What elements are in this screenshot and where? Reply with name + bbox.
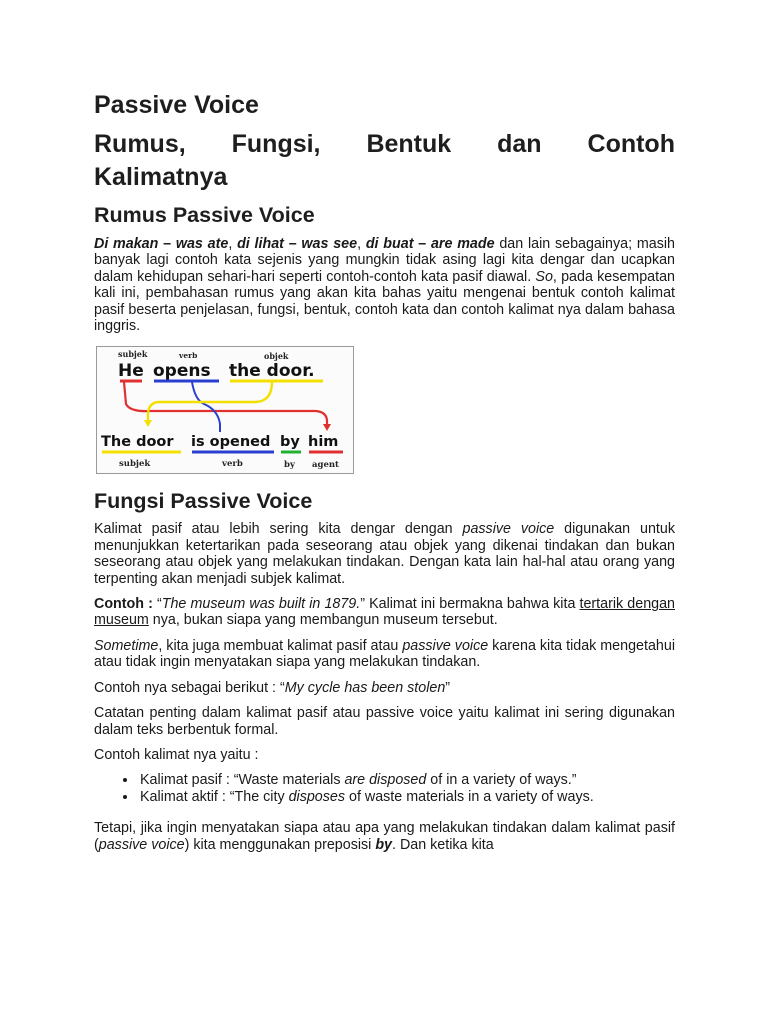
fungsi-paragraph-1: Kalimat pasif atau lebih sering kita dengar dengan passive voice digunakan untuk menunjukkan ketertarikan pada seseorang atau objek yang dikenai tindakan dan bukan seseorang atau objek yang melakukan tindakan. Dengan kata lain hal-hal atau orang yang terpenting akan menjadi subjek kalimat. xyxy=(94,521,676,587)
passive-word-the-door: The door xyxy=(101,434,174,451)
passive-word-is-opened: is opened xyxy=(191,434,271,451)
passive-word-him: him xyxy=(308,434,339,451)
fungsi-paragraph-3: Sometime, kita juga membuat kalimat pasif atau passive voice karena kita tidak mengetahui atau tidak ingin menyatakan siapa yang melakukan tindakan. xyxy=(94,637,675,671)
passive-voice-diagram xyxy=(96,346,354,474)
page-subtitle xyxy=(94,128,675,194)
fungsi-paragraph-6: Contoh kalimat nya yaitu : xyxy=(94,746,259,763)
section-heading-rumus: Rumus Passive Voice xyxy=(94,203,315,227)
label-subjek-bottom: subjek xyxy=(119,459,151,470)
label-verb-top: verb xyxy=(179,351,198,361)
label-subjek-top: subjek xyxy=(118,349,148,360)
subtitle-word: dan xyxy=(497,130,542,158)
active-word-opens: opens xyxy=(153,361,211,382)
list-item: • Kalimat aktif : “The city disposes of waste materials in a variety of ways. xyxy=(138,789,675,806)
example-list xyxy=(94,772,675,806)
label-objek-top: objek xyxy=(264,351,289,362)
fungsi-paragraph-2: Contoh : “The museum was built in 1879.” Kalimat ini bermakna bahwa kita tertarik dengan museum nya, bukan siapa yang membangun museum tersebut. xyxy=(94,596,675,629)
fungsi-paragraph-5: Catatan penting dalam kalimat pasif atau passive voice yaitu kalimat ini sering digunakan dalam teks berbentuk formal. xyxy=(94,705,675,738)
label-agent-bottom: agent xyxy=(312,460,339,471)
passive-word-by: by xyxy=(280,434,300,451)
label-by-bottom: by xyxy=(284,460,295,471)
subtitle-line-1 xyxy=(94,128,675,161)
active-word-he: He xyxy=(118,361,144,382)
label-verb-bottom: verb xyxy=(222,459,243,470)
subtitle-word: Rumus, xyxy=(94,130,186,158)
section-heading-fungsi: Fungsi Passive Voice xyxy=(94,489,313,514)
rumus-paragraph: Di makan – was ate, di lihat – was see, di buat – are made dan lain sebagainya; masih banyak lagi contoh kata sejenis yang mungkin tidak asing lagi kita dengar dan ucapkan dalam kehidupan sehari-hari seperti contoh-contoh kata pasif diawal. So, pada kesempatan kali ini, pembahasan rumus yang akan kita bahas yaitu mengenai bentuk contoh kalimat pasif beserta penjelasan, fungsi, bentuk, contoh kata dan contoh kalimat nya dalam bahasa inggris. xyxy=(94,236,675,335)
active-word-the-door: the door. xyxy=(229,361,315,382)
subtitle-word: Fungsi, xyxy=(231,130,321,158)
fungsi-paragraph-7: Tetapi, jika ingin menyatakan siapa atau apa yang melakukan tindakan dalam kalimat pasif (passive voice) kita menggunakan preposisi by. Dan ketika kita xyxy=(94,820,675,853)
subtitle-word: Contoh xyxy=(587,130,675,158)
page-title: Passive Voice xyxy=(94,91,259,119)
fungsi-paragraph-4: Contoh nya sebagai berikut : “My cycle has been stolen” xyxy=(94,679,451,696)
subtitle-word: Bentuk xyxy=(366,130,452,158)
subtitle-line-2: Kalimatnya xyxy=(94,163,228,191)
list-item: • Kalimat pasif : “Waste materials are disposed of in a variety of ways.” xyxy=(138,772,675,789)
document-page xyxy=(94,88,675,853)
